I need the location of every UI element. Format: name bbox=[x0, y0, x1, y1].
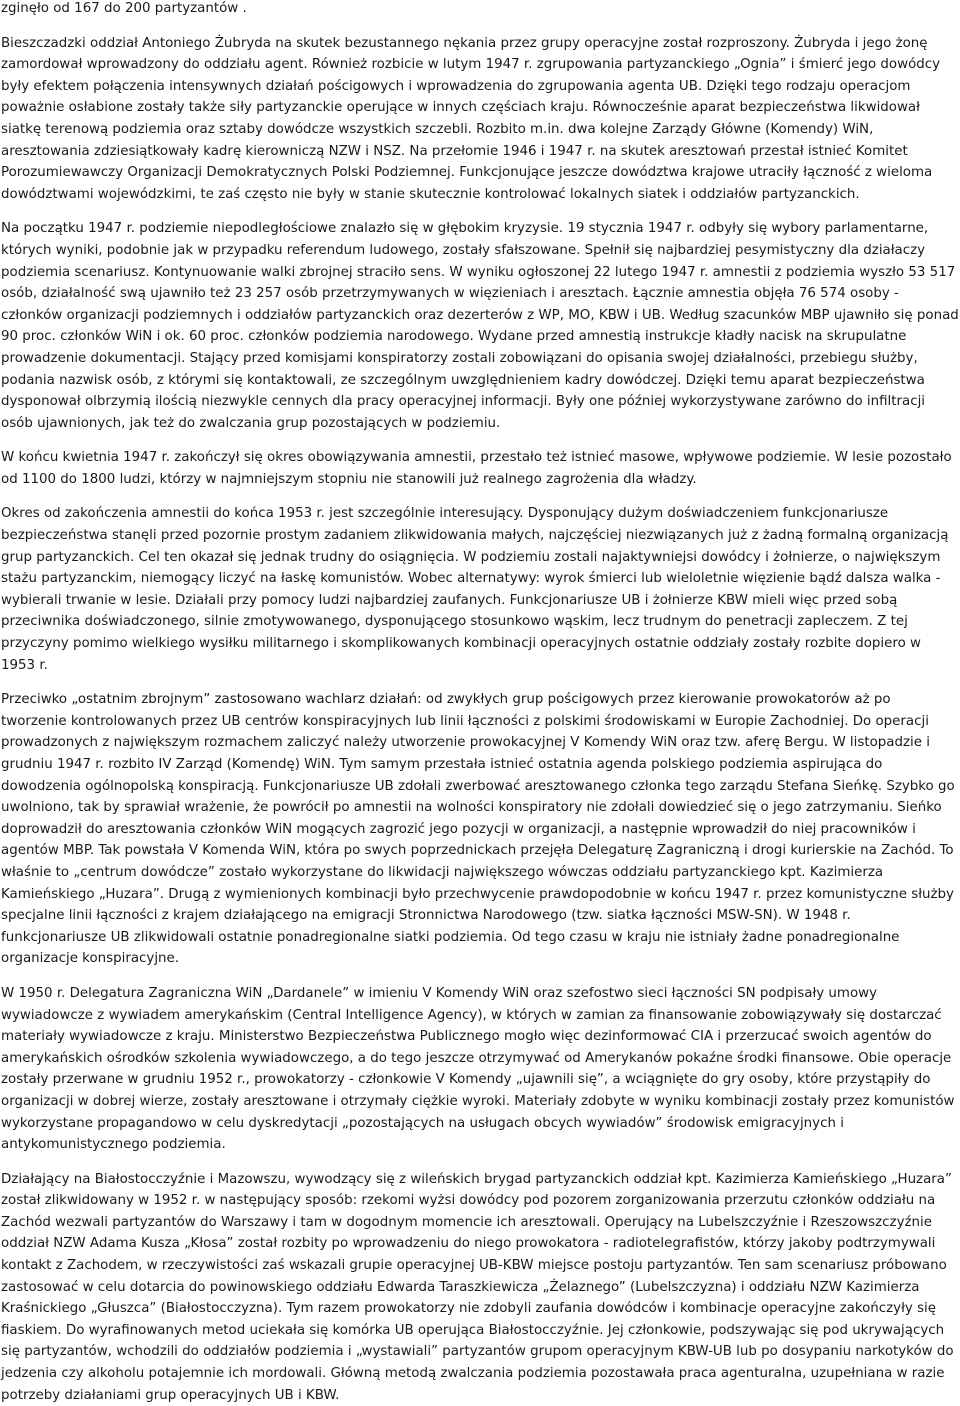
paragraph-zubryda-ognia: Bieszczadzki oddział Antoniego Żubryda na skutek bezustannego nękania przez grupy operacyjne został rozproszony. Żubryda i jego żonę zamordował wprowadzony do oddziału agent. Również rozbicie w lutym 1947 r. zgrupowania partyzanckiego „Ognia” i śmierć jego dowódcy były efektem połączenia intensywnych działań pościgowych i wprowadzenia do zgrupowania agenta UB. Dzięki tego rodzaju operacjom poważnie osłabione zostały także siły partyzanckie operujące w innych częściach kraju. Równocześnie aparat bezpieczeństwa likwidował siatkę terenową podziemia oraz sztaby dowódcze wszystkich szczebli. Rozbito m.in. dwa kolejne Zarządy Główne (Komendy) WiN, aresztowania zdziesiątkowały kadrę kierowniczą NZW i NSZ. Na przełomie 1946 i 1947 r. na skutek aresztowań przestał istnieć Komitet Porozumiewawczy Organizacji Demokratycznych Polski Podziemnej. Funkcjonujące jeszcze dowództwa krajowe utraciły łączność z wieloma dowództwami wojewódzkimi, te zaś często nie były w stanie skutecznie kontrolować lokalnych siatek i oddziałów partyzanckich. bbox=[1, 35, 941, 202]
paragraph-cia-operations: W 1950 r. Delegatura Zagraniczna WiN „Dardanele” w imieniu V Komendy WiN oraz szefostwo sieci łączności SN podpisały umowy wywiadowcze z wywiadem amerykańskim (Central Intelligence Agency), w których w zamian za finansowanie zobowiązywały się dostarczać materiały wywiadowcze z kraju. Ministerstwo Bezpieczeństwa Publicznego mogło więc dezinformować CIA i przerzucać swoich agentów do amerykańskich ośrodków szkolenia wywiadowczego, a do tego jeszcze otrzymywać od Amerykanów pokaźne środki finansowe. Obie operacje zostały przerwane w grudniu 1952 r., prowokatorzy - członkowie V Komendy „ujawnili się”, a wciągnięte do gry osoby, które przystąpiły do organizacji w dobrej wierze, zostały aresztowane i otrzymały ciężkie wyroki. Materiały zdobyte w wyniku kombinacji zostały przez komunistów wykorzystane propagandowo w celu dyskredytacji „pozostających na usługach obcych wywiadów” środowisk emigracyjnych i antykomunistycznego podziemia. bbox=[1, 985, 955, 1153]
paragraph-end-of-amnesty: W końcu kwietnia 1947 r. zakończył się okres obowiązywania amnestii, przestało też istnieć masowe, wpływowe podziemie. W lesie pozostało od 1100 do 1800 ludzi, którzy w najmniejszym stopniu nie stanowili już realnego zagrożenia dla władzy. bbox=[1, 450, 952, 487]
paragraph-amnesty-1947: Na początku 1947 r. podziemie niepodległościowe znalazło się w głębokim kryzysie. 19 stycznia 1947 r. odbyły się wybory parlamentarne, których wyniki, podobnie jak w przypadku referendum ludowego, zostały sfałszowane. Spełnił się najbardziej pesymistyczny dla działaczy podziemia scenariusz. Kontynuowanie walki zbrojnej straciło sens. W wyniku ogłoszonej 22 lutego 1947 r. amnestii z podziemia wyszło 53 517 osób, działalność swą ujawniło też 23 257 osób przetrzymywanych w więzieniach i aresztach. Łącznie amnestia objęła 76 574 osoby - członków organizacji podziemnych i oddziałów partyzanckich oraz dezerterów z WP, MO, KBW i UB. Według szacunków MBP ujawniło się ponad 90 proc. członków WiN i ok. 60 proc. członków podziemia narodowego. Wydane przed amnestią instrukcje kładły nacisk na skrupulatne prowadzenie dokumentacji. Stający przed komisjami konspiratorzy zostali zobowiązani do opisania swojej działalności, przebiegu służby, podania nazwisk osób, z którymi się kontaktowali, ze szczególnym uwzględnieniem kadry dowódczej. Dzięki temu aparat bezpieczeństwa dysponował olbrzymią ilością niezwykle cennych dla pracy operacyjnej informacji. Były one później wykorzystywane zarówno do infiltracji osób ujawnionych, jak też do zwalczania grup pozostających w podziemiu. bbox=[1, 221, 959, 431]
paragraph-operations-v-komenda: Przeciwko „ostatnim zbrojnym” zastosowano wachlarz działań: od zwykłych grup pościgowych przez kierowanie prowokatorów aż po tworzenie kontrolowanych przez UB centrów konspiracyjnych lub linii łączności z polskimi środowiskami w Europie Zachodniej. Do operacji prowadzonych z największym rozmachem zaliczyć należy utworzenie prowokacyjnej V Komendy WiN oraz tzw. aferę Bergu. W listopadzie i grudniu 1947 r. rozbito IV Zarząd (Komendę) WiN. Tym samym przestała istnieć ostatnia agenda polskiego podziemia aspirująca do dowodzenia ogólnopolską konspiracją. Funkcjonariusze UB zdołali zwerbować aresztowanego członka tego zarządu Stefana Sieńkę. Szybko go uwolniono, tak by sprawiał wrażenie, że powrócił po amnestii na wolności konspiratory nie zdołali dowiedzieć się o jego zatrzymaniu. Sieńko doprowadził do aresztowania członków WiN mogących zagrozić jego pozycji w organizacji, a następnie wprowadził do niej pracowników i agentów MBP. Tak powstała V Komenda WiN, która po swych poprzednickach przejęła Delegaturę Zagraniczną i drogi kurierskie na Zachód. To właśnie to „centrum dowódcze” zostało wykorzystane do likwidacji największego wówczas oddziału partyzanckiego kpt. Kazimierza Kamieńskiego „Huzara”. Drugą z wymienionych kombinacji było przechwycenie prawdopodobnie w końcu 1947 r. przez komunistyczne służby specjalne linii łączności z krajem działającego na emigracji Stronnictwa Narodowego (tzw. siatka łączności MSW-SN). W 1948 r. funkcjonariusze UB zlikwidowali ostatnie ponadregionalne siatki podziemia. Od tego czasu w kraju nie istniały żadne ponadregionalne organizacje konspiracyjne. bbox=[1, 692, 955, 967]
paragraph-period-1947-1953: Okres od zakończenia amnestii do końca 1953 r. jest szczególnie interesujący. Dysponujący dużym doświadczeniem funkcjonariusze bezpieczeństwa stanęli przed pozornie prostym zadaniem zlikwidowania małych, najczęściej niezwiązanych już z żadną formalną organizacją grup partyzanckich. Cel ten okazał się jednak trudny do osiągnięcia. W podziemiu zostali najaktywniejsi dowódcy i żołnierze, o największym stażu partyzanckim, niemogący liczyć na łaskę komunistów. Wobec alternatywy: wyrok śmierci lub wieloletnie więzienie bądź dalsza walka - wybierali trwanie w lesie. Działali przy pomocy ludzi najbardziej zaufanych. Funkcjonariusze UB i żołnierze KBW mieli więc przed sobą przeciwnika doświadczonego, silnie zmotywowanego, dysponującego stosunkowo wąskim, lecz trudnym do penetracji zapleczem. Z tej przyczyny pomimo wielkiego wysiłku militarnego i skomplikowanych kombinacji operacyjnych ostatnie oddziały zostały rozbite dopiero w 1953 r. bbox=[1, 506, 949, 673]
document-page bbox=[1, 0, 959, 1406]
paragraph-intro-fragment: zginęło od 167 do 200 partyzantów . bbox=[1, 1, 247, 16]
paragraph-huzar-klos: Działający na Białostocczyźnie i Mazowszu, wywodzący się z wileńskich brygad partyzanckich oddział kpt. Kazimierza Kamieńskiego „Huzara” został zlikwidowany w 1952 r. w następujący sposób: rzekomi wyżsi dowódcy pod pozorem zorganizowania przerzutu członków oddziału na Zachód wezwali partyzantów do Warszawy i tam w dogodnym momencie ich aresztowali. Operujący na Lubelszczyźnie i Rzeszowszczyźnie oddział NZW Adama Kusza „Kłosa” został rozbity po wprowadzeniu do niego prowokatora - radiotelegrafistów, którzy jakoby podtrzymywali kontakt z Zachodem, w rzeczywistości zaś wskazali grupie operacyjnej UB-KBW miejsce postoju partyzantów. Ten sam scenariusz próbowano zastosować w celu dotarcia do powinowskiego oddziału Edwarda Taraszkiewicza „Żelaznego” (Lubelszczyzna) i oddziału NZW Kazimierza Kraśnickiego „Głuszca” (Białostocczyzna). Tym razem prowokatorzy nie zdobyli zaufania dowódców i kombinacje operacyjne zakończyły się fiaskiem. Do wyrafinowanych metod uciekała się komórka UB operująca Białostocczyźnie. Jej członkowie, podszywając się pod ukrywających się partyzantów, wchodzili do oddziałów podziemia i „wystawiali” partyzantów grupom operacyjnym KBW-UB lub po dosypaniu narkotyków do jedzenia czy alkoholu potajemnie ich mordowali. Główną metodą zwalczania podziemia pozostawała praca agenturalna, uzupełniana w razie potrzeby działaniami grup operacyjnych UB i KBW. bbox=[1, 1171, 954, 1403]
